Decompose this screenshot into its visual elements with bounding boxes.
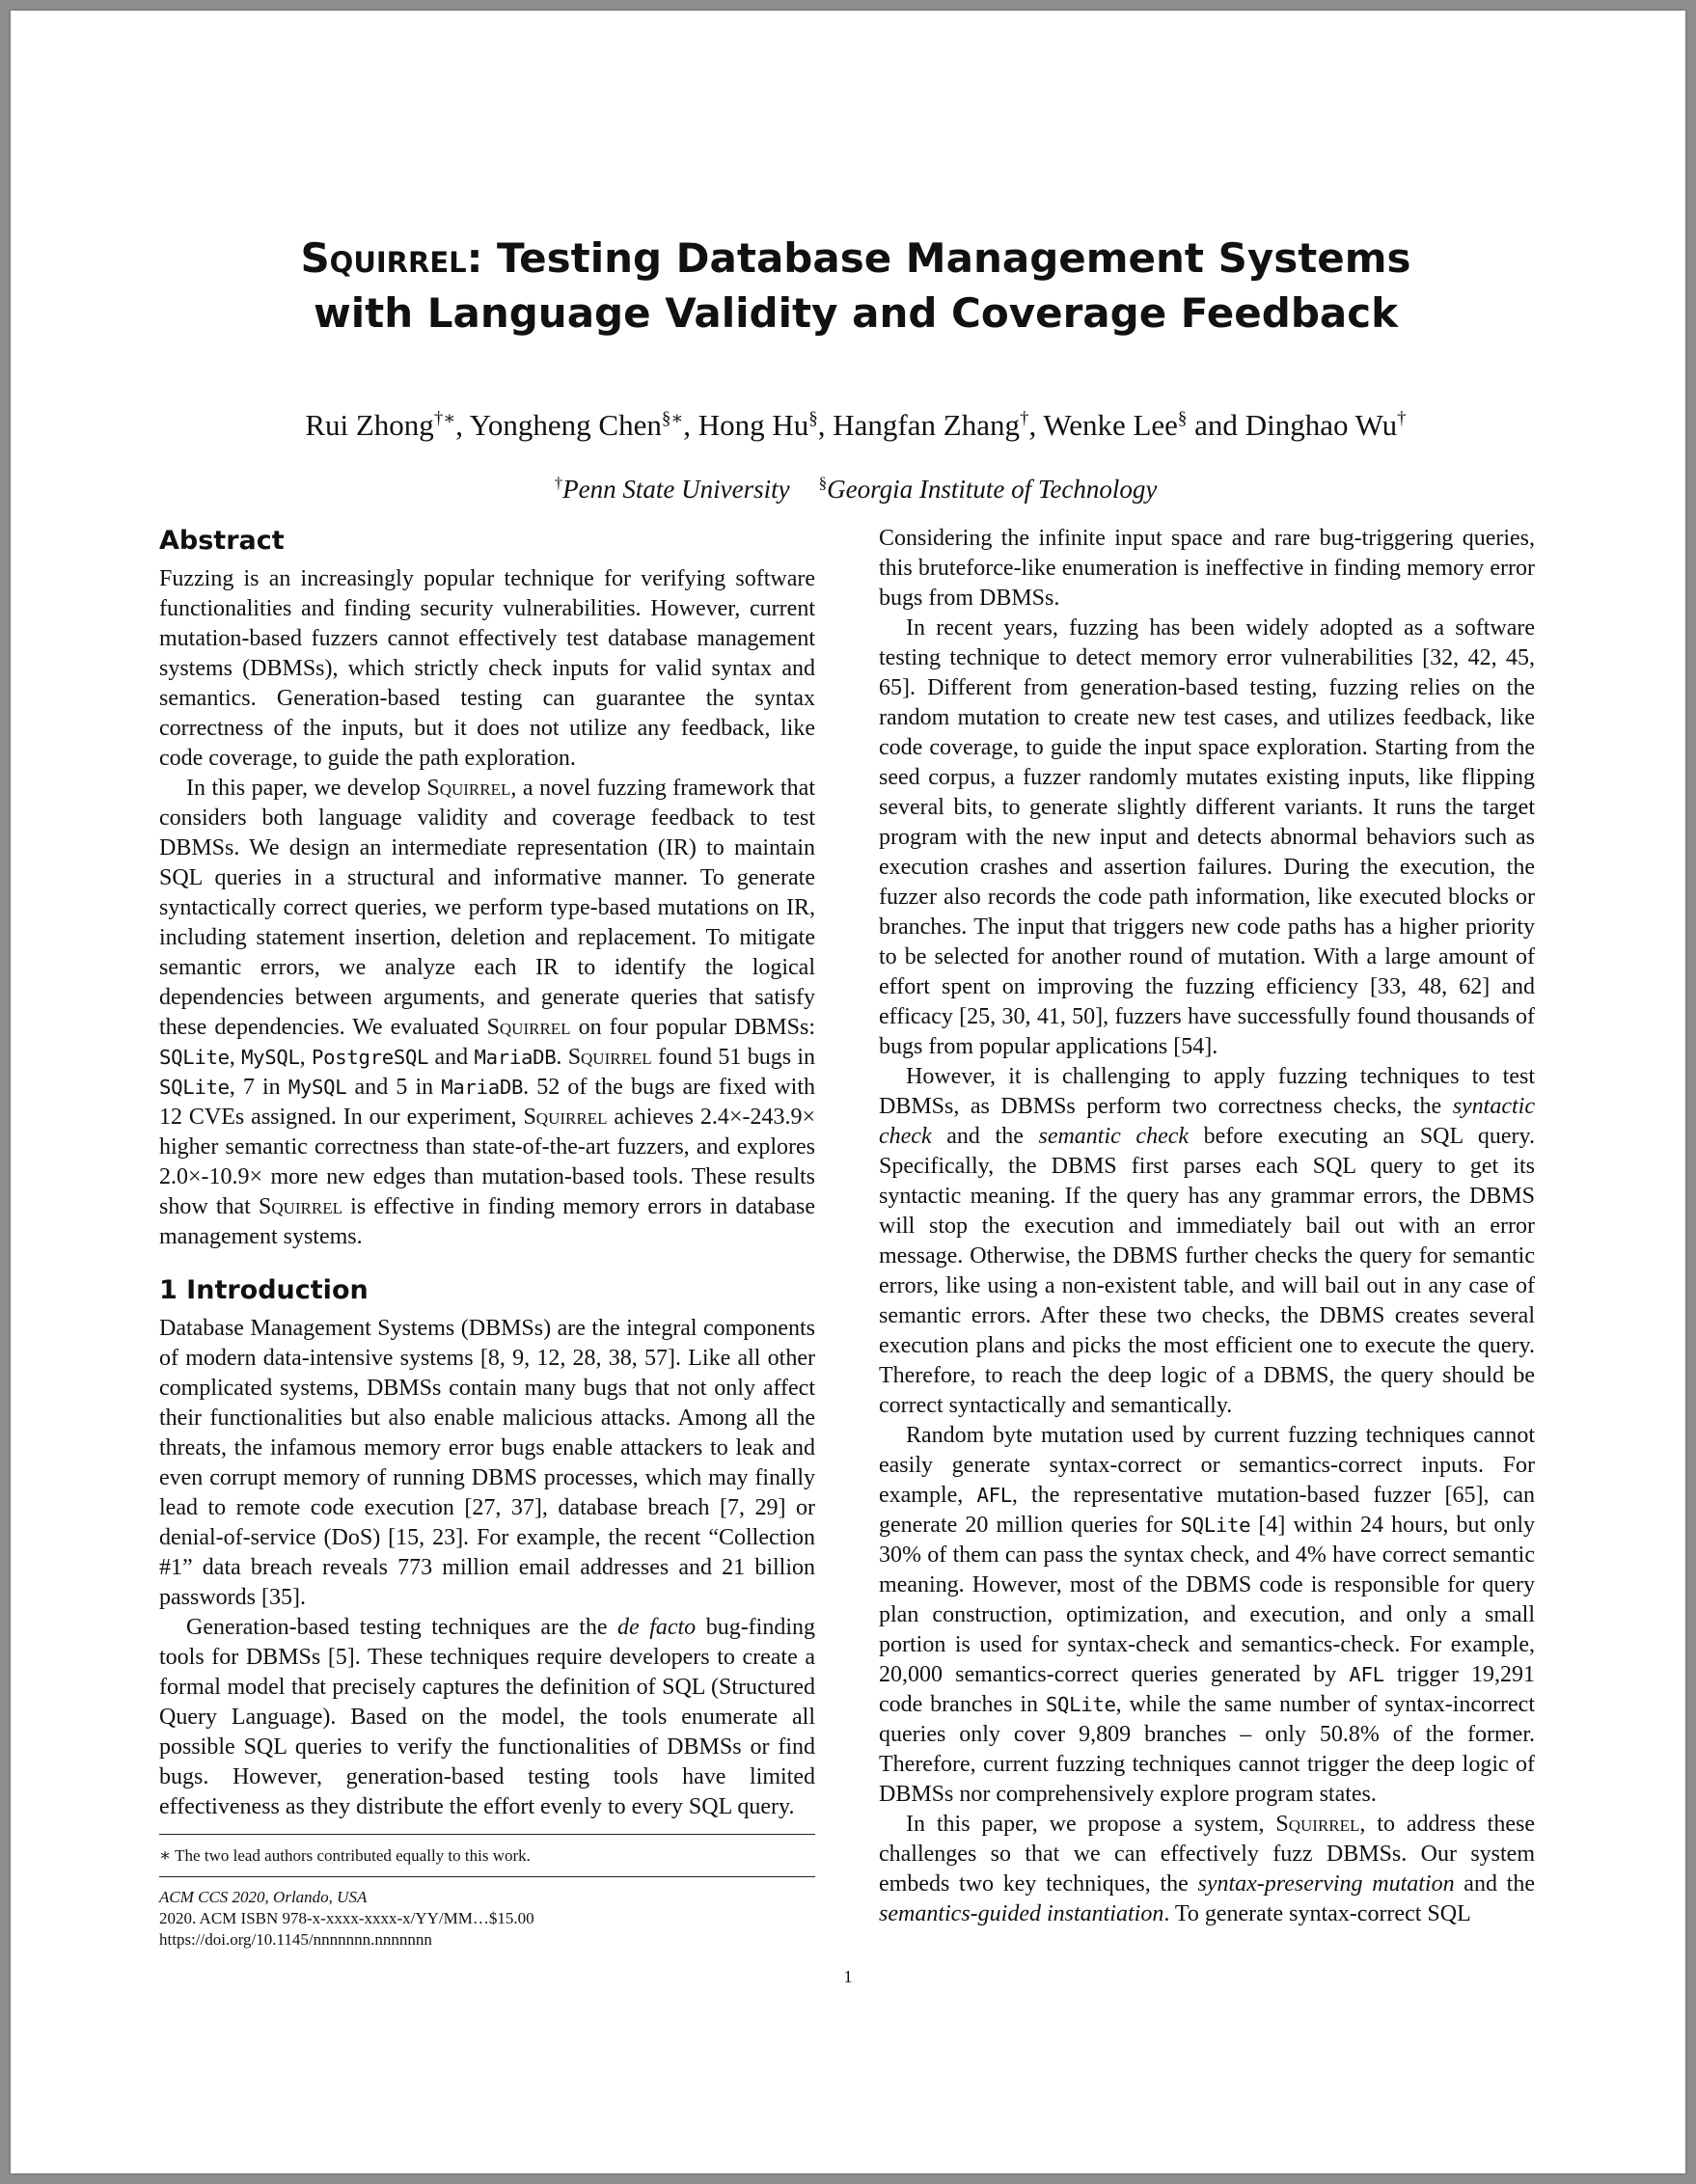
affiliation [819,475,1158,504]
author-sep: , [1028,408,1044,442]
affiliation [555,475,790,504]
author-mark: †∗ [433,408,456,429]
venue-line: ACM CCS 2020, Orlando, USA [159,1888,368,1906]
author-sep: , [683,408,698,442]
author-name: Dinghao Wu [1245,408,1398,442]
copyright-rule [159,1876,815,1877]
footnote-area [159,1834,815,1951]
right-column [879,524,1535,1929]
author-mark: § [1177,408,1188,429]
author-mark: §∗ [661,408,684,429]
author-list [68,406,1643,445]
author-name: Hong Hu [698,408,809,442]
system-name: Squirrel [300,234,467,282]
body-paragraph: However, it is challenging to apply fuzzing techniques to test DBMSs, as DBMSs perform two correctness checks, the syntactic check and the semantic check before executing an SQL query. Specifically, the DBMS first parses each SQL query to get its syntactic meaning. If the query has any grammar errors, the DBMS will stop the execution and immediately bail out with an error message. Otherwise, the DBMS further checks the query for semantic errors, like using a non-existent table, and will bail out in any case of semantic errors. After these two checks, the DBMS creates several execution plans and picks the most efficient one to execute the query. Therefore, to reach the deep logic of a DBMS, the query should be correct syntactically and semantically. [879,1064,1535,1418]
affiliation-mark: † [554,474,563,492]
paper-page [11,11,1685,2173]
author-mark: § [808,408,818,429]
abstract-paragraph: In this paper, we develop Squirrel, a novel fuzzing framework that considers both language validity and coverage feedback to test DBMSs. We design an intermediate representation (IR) to maintain SQL queries in a structural and informative manner. To generate syntactically correct queries, we perform type-based mutations on IR, including statement insertion, deletion and replacement. To mitigate semantic errors, we analyze each IR to identify the logical dependencies between arguments, and generate queries that satisfy these dependencies. We evaluated Squirrel on four popular DBMSs: SQLite, MySQL, PostgreSQL and MariaDB. Squirrel found 51 bugs in SQLite, 7 in MySQL and 5 in MariaDB. 52 of the bugs are fixed with 12 CVEs assigned. In our experiment, Squirrel achieves 2.4×-243.9× higher semantic correctness than state-of-the-art fuzzers, and explores 2.0×-10.9× more new edges than mutation-based tools. These results show that Squirrel is effective in finding memory errors in database management systems. [159,776,816,1249]
title-line-1 [68,231,1643,286]
author [470,408,698,442]
author-mark: † [1397,408,1407,429]
author-name: Yongheng Chen [469,408,662,442]
body-paragraph: Considering the infinite input space and rare bug-triggering queries, this bruteforce-like enumeration is ineffective in finding memory error bugs from DBMSs. [879,526,1535,611]
author [698,408,834,442]
paper-title [68,231,1643,341]
author-sep: and [1187,408,1245,442]
title-line-2: with Language Validity and Coverage Feedback [313,289,1399,337]
affiliation-name: Georgia Institute of Technology [827,475,1158,504]
body-paragraph: In this paper, we propose a system, Squirrel, to address these challenges so that we can effectively fuzz DBMSs. Our system embeds two key techniques, the syntax-preserving mutation and the semantics-guided instantiation. To generate syntax-correct SQL [879,1812,1535,1926]
author-name: Hangfan Zhang [833,408,1020,442]
body-paragraph: Database Management Systems (DBMSs) are the integral components of modern data-intensive systems [8, 9, 12, 28, 38, 57]. Like all other complicated systems, DBMSs contain many bugs that not only affect their functionalities but also enable malicious attacks. Among all the threats, the infamous memory error bugs enable attackers to leak and even corrupt memory of running DBMS processes, which may finally lead to remote code execution [27, 37], database breach [7, 29] or denial-of-service (DoS) [15, 23]. For example, the recent “Collection #1” data breach reveals 773 million email addresses and 21 billion passwords [35]. [159,1316,815,1610]
author [833,408,1043,442]
author-sep: , [817,408,834,442]
body-paragraph: In recent years, fuzzing has been widely adopted as a software testing technique to detect memory error vulnerabilities [32, 42, 45, 65]. Different from generation-based testing, fuzzing relies on the random mutation to create new test cases, and utilizes feedback, like code coverage, to guide the input space exploration. Starting from the seed corpus, a fuzzer randomly mutates existing inputs, like flipping several bits, to generate slightly different variants. It runs the target program with the new input and detects abnormal behaviors such as execution crashes and assertion failures. During the execution, the fuzzer also records the code path information, like executed blocks or branches. The input that triggers new code paths has a higher priority to be selected for another round of mutation. With a large amount of effort spent on improving the fuzzing efficiency [33, 48, 62] and efficacy [25, 30, 41, 50], fuzzers have successfully found thousands of bugs from popular applications [54]. [879,615,1535,1059]
introduction-heading: 1 Introduction [159,1275,369,1305]
body-paragraph: Generation-based testing techniques are the de facto bug-finding tools for DBMSs [5]. These techniques require developers to create a formal model that precisely captures the definition of SQL (Structured Query Language). Based on the model, the tools enumerate all possible SQL queries to verify the functionalities of DBMSs or find bugs. However, generation-based testing tools have limited effectiveness as they distribute the effort evenly to every SQL query. [159,1615,816,1819]
body-paragraph: Random byte mutation used by current fuzzing techniques cannot easily generate syntax-correct or semantics-correct inputs. For example, AFL, the representative mutation-based fuzzer [65], can generate 20 million queries for SQLite [4] within 24 hours, but only 30% of them can pass the syntax check, and 4% have correct semantic meaning. However, most of the DBMS code is responsible for query plan construction, optimization, and execution, and only a small portion is used for syntax-check and semantics-check. For example, 20,000 semantics-correct queries generated by AFL trigger 19,291 code branches in SQLite, while the same number of syntax-incorrect queries only cover 9,809 branches – only 50.8% of the former. Therefore, current fuzzing techniques cannot trigger the deep logic of DBMSs nor comprehensively explore program states. [879,1423,1536,1807]
affiliation-list [68,472,1643,506]
page-number: 1 [843,1967,853,1986]
affiliation-mark: § [818,474,828,492]
left-column [159,524,815,1822]
author-name: Wenke Lee [1043,408,1178,442]
author [1245,408,1407,442]
author-sep: , [455,408,470,442]
affiliation-name: Penn State University [562,475,790,504]
abstract-paragraph: Fuzzing is an increasingly popular technique for verifying software functionalities and finding security vulnerabilities. However, current mutation-based fuzzers cannot effectively test database management systems (DBMSs), which strictly check inputs for valid syntax and semantics. Generation-based testing can guarantee the syntax correctness of the inputs, but it does not utilize any feedback, like code coverage, to guide the path exploration. [159,566,815,771]
title-line-1-rest: : Testing Database Management Systems [466,234,1411,282]
author-name: Rui Zhong [305,408,434,442]
author [1043,408,1245,442]
author-mark: † [1019,408,1029,429]
author [305,408,469,442]
isbn-line: 2020. ACM ISBN 978-x-xxxx-xxxx-x/YY/MM…$15.00 [159,1909,534,1927]
abstract-heading: Abstract [159,526,285,556]
doi-line: https://doi.org/10.1145/nnnnnnn.nnnnnnn [159,1930,432,1949]
footnote: ∗ The two lead authors contributed equally to this work. [159,1845,531,1865]
footnote-rule [159,1834,815,1835]
